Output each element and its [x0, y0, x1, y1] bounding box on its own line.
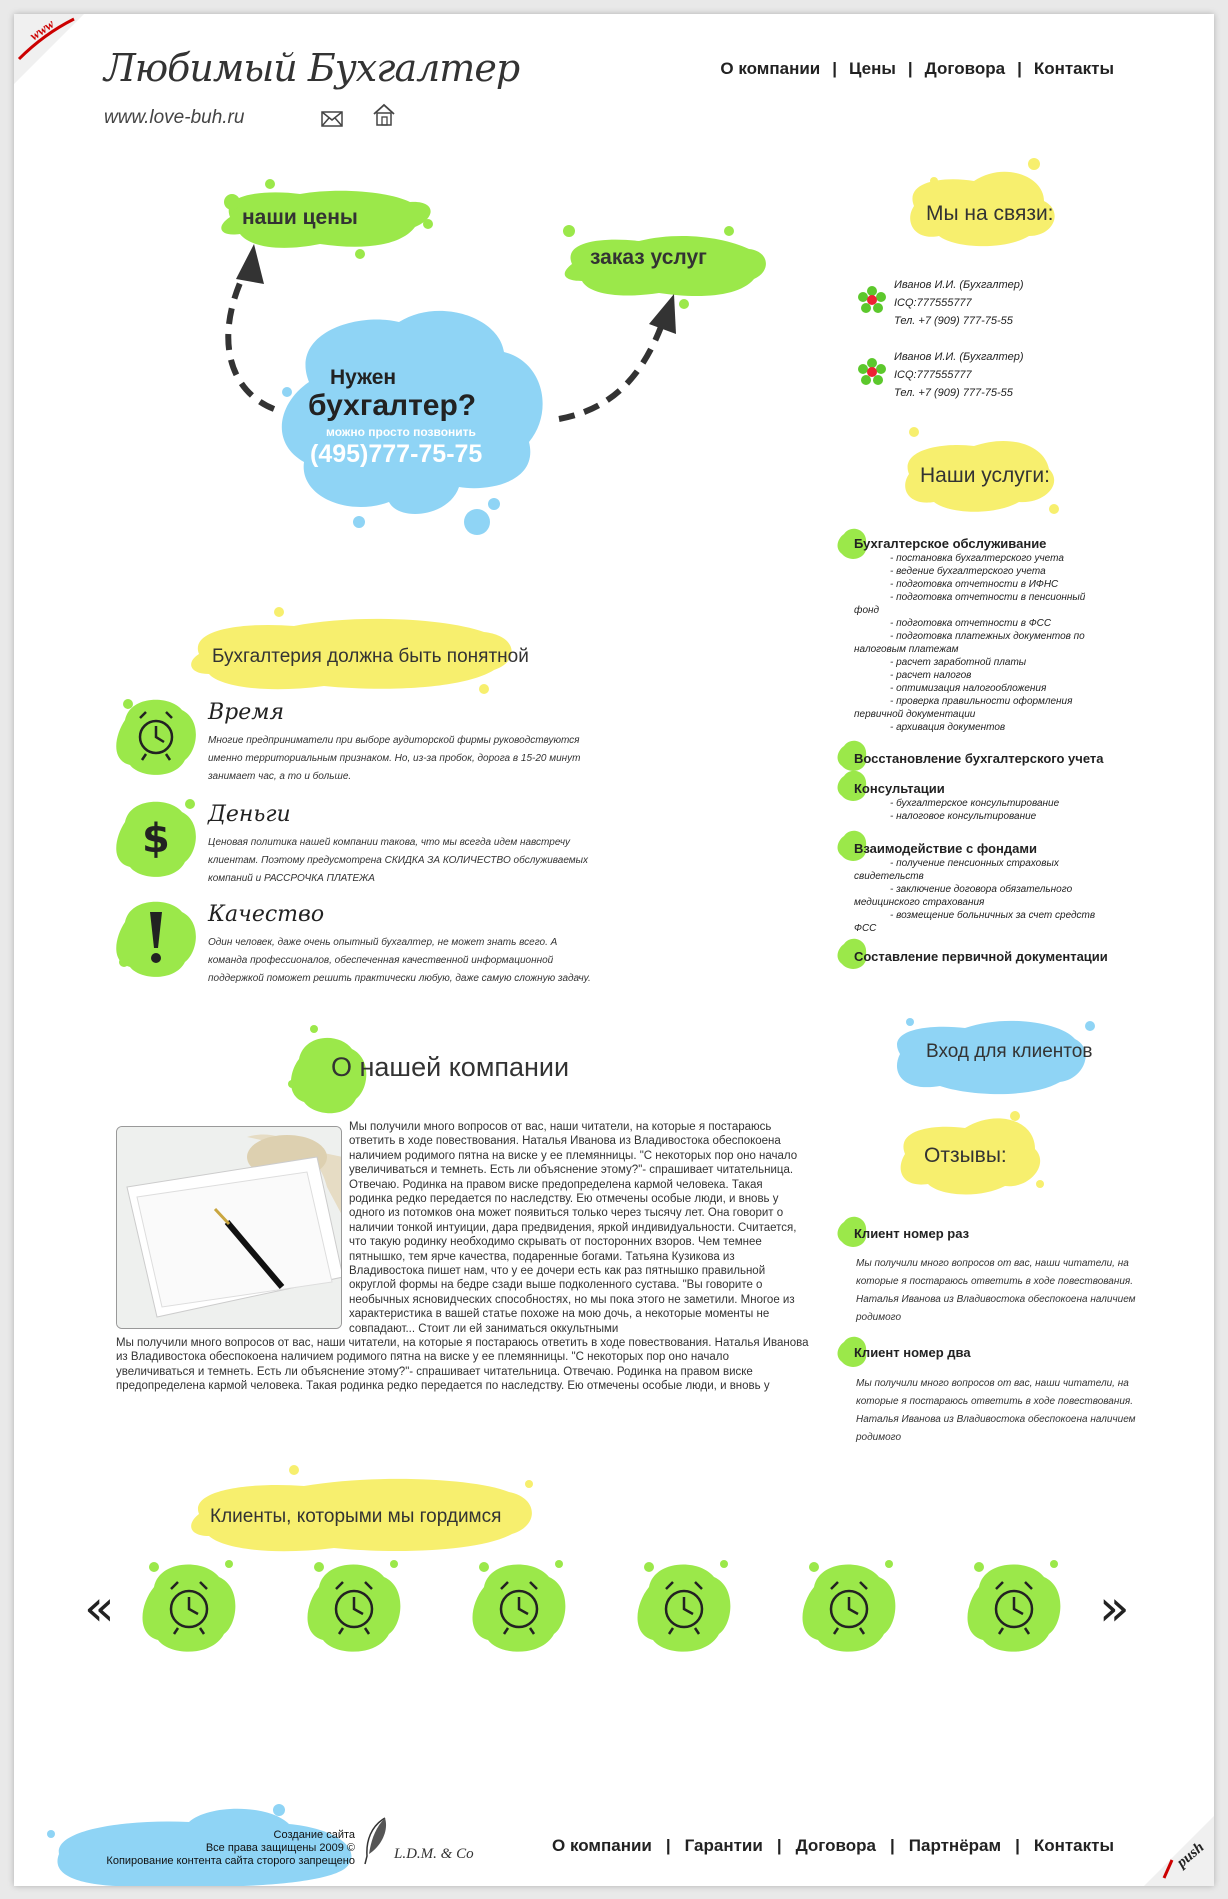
reviews-title: Отзывы: [924, 1144, 1007, 1167]
nav-separator: | [665, 1836, 671, 1855]
contact-2 [894, 348, 1024, 402]
nav-contacts[interactable]: Контакты [1033, 59, 1114, 78]
footer-brand[interactable]: L.D.M. & Co [394, 1846, 474, 1862]
service-item: - архивация документов [890, 722, 1006, 733]
service-item: - ведение бухгалтерского учета [890, 566, 1046, 577]
service-item: - получение пенсионных страховых [890, 858, 1059, 869]
footer-nav [552, 1836, 1114, 1856]
contact-icq: ICQ:777555777 [894, 369, 972, 381]
arrow-to-order [554, 294, 684, 434]
service-item: - оптимизация налогообложения [890, 683, 1047, 694]
page [14, 14, 1214, 1886]
nav-separator: | [776, 1836, 782, 1855]
footer-nav-contacts[interactable]: Контакты [1033, 1836, 1114, 1855]
about-image [116, 1126, 342, 1329]
home-icon[interactable] [372, 102, 396, 128]
service-group-3 [854, 781, 1144, 823]
service-item: - подготовка отчетности в пенсионный [890, 592, 1086, 603]
contact-icq: ICQ:777555777 [894, 297, 972, 309]
service-item: - расчет налогов [890, 670, 972, 681]
service-item: - расчет заработной платы [890, 657, 1027, 668]
nav-separator: | [1015, 1836, 1020, 1855]
service-group-1 [854, 536, 1144, 734]
service-title[interactable]: Составление первичной документации [854, 949, 1108, 964]
service-item: ФСС [854, 923, 877, 934]
corner-push [1144, 1816, 1214, 1886]
nav-separator: | [907, 59, 913, 78]
service-title[interactable]: Взаимодействие с фондами [854, 841, 1037, 856]
notebook-pen-illustration [117, 1127, 342, 1329]
feature-text: Один человек, даже очень опытный бухгалтер, не может знать всего. А команда профессионалов, обеспеченная качественной информационной поддержкой поможет решить практически любую, даже самую сложную задачу. [208, 937, 591, 984]
service-title[interactable]: Восстановление бухгалтерского учета [854, 751, 1104, 766]
feather-icon [361, 1816, 391, 1866]
contact-1 [894, 276, 1024, 330]
review-text: Мы получили много вопросов от вас, наши читатели, на которые я постараюсь ответить в ходе повествования. Наталья Иванова из Владивостока обеспокоена наличием родимого [856, 1258, 1136, 1323]
service-item: - проверка правильности оформления [890, 696, 1073, 707]
nav-prices[interactable]: Цены [849, 59, 896, 78]
contacts-title: Мы на связи: [926, 202, 1054, 225]
service-item: - заключение договора обязательного [890, 884, 1073, 895]
site-logo[interactable]: Любимый Бухгалтер [104, 46, 520, 90]
service-group-5 [854, 949, 1144, 965]
clients-next-arrow[interactable]: » [1099, 1579, 1130, 1637]
service-item: - бухгалтерское консультирование [890, 798, 1060, 809]
review-text: Мы получили много вопросов от вас, наши читатели, на которые я постараюсь ответить в ходе повествования. Наталья Иванова из Владивостока обеспокоена наличием родимого [856, 1378, 1136, 1443]
feature-text: Ценовая политика нашей компании такова, что мы всегда идем навстречу клиентам. Поэтому предусмотрена СКИДКА ЗА КОЛИЧЕСТВО обслуживаемых компаний и РАССРОЧКА ПЛАТЕЖА [208, 837, 588, 884]
corner-www [14, 14, 84, 84]
order-label[interactable]: заказ услуг [590, 246, 707, 269]
footer-nav-about[interactable]: О компании [552, 1836, 652, 1855]
clients-title: Клиенты, которыми мы гордимся [210, 1506, 502, 1527]
about-text-full: Мы получили много вопросов от вас, наши читатели, на которые я постараюсь ответить в ходе повествования. Наталья Иванова из Владивостока обеспокоена наличием родимого пятна на виске у ее племянницы. "С некоторых пор оно начало увеличиваться и темнеть. Есть ли объяснение этому?"- спрашивает читательница. Отвечаю. Родинка на правом виске предопределена кармой человека. Такая родинка редко передается по наследству. Ею отмечены особые люди, и вновь у [116, 1337, 809, 1393]
feature-title: Время [208, 700, 285, 725]
service-item: - постановка бухгалтерского учета [890, 553, 1064, 564]
feature-title: Деньги [208, 802, 291, 827]
footer-nav-partners[interactable]: Партнёрам [908, 1836, 1002, 1855]
services-title: Наши услуги: [920, 464, 1050, 487]
hero-phone[interactable]: (495)777-75-75 [310, 440, 483, 468]
feature-icon-splat [110, 690, 200, 780]
site-url[interactable]: www.love-buh.ru [104, 107, 245, 128]
footer-info [70, 1829, 355, 1868]
mail-icon[interactable] [320, 109, 344, 129]
about-title: О нашей компании [331, 1052, 570, 1082]
feature-icon-splat [110, 792, 200, 882]
feature-title: Качество [208, 902, 325, 927]
top-nav [720, 59, 1114, 79]
review-name: Клиент номер раз [854, 1226, 970, 1241]
contact-name: Иванов И.И. (Бухгалтер) [894, 351, 1024, 363]
client-logo[interactable] [629, 1552, 739, 1662]
service-title[interactable]: Бухгалтерское обслуживание [854, 536, 1047, 551]
service-item: - возмещение больничных за счет средств [890, 910, 1096, 921]
footer-line: Копирование контента сайта сторого запрещено [106, 1855, 355, 1867]
nav-separator: | [1017, 59, 1022, 78]
footer-line[interactable]: Создание сайта [273, 1829, 355, 1841]
service-item: - налоговое консультирование [890, 811, 1037, 822]
service-item: фонд [854, 605, 880, 616]
dollar-icon: $ [142, 816, 170, 862]
client-logo[interactable] [464, 1552, 574, 1662]
client-logo[interactable] [794, 1552, 904, 1662]
feature-icon-splat [110, 892, 200, 982]
service-item: медицинского страхования [854, 897, 985, 908]
prices-label[interactable]: наши цены [242, 206, 358, 229]
contact-phone: Тел. +7 (909) 777-75-55 [894, 315, 1013, 327]
client-logo[interactable] [134, 1552, 244, 1662]
service-item: - подготовка платежных документов по [890, 631, 1085, 642]
service-item: налоговым платежам [854, 644, 959, 655]
about-text-right: Мы получили много вопросов от вас, наши читатели, на которые я постараюсь ответить в ходе повествования. Наталья Иванова из Владивостока обеспокоена наличием родимого пятна на виске у ее племянницы. "С некоторых пор оно начало увеличиваться и темнеть. Есть ли объяснение этому?"- спрашивает читательница. Отвечаю. Родинка на правом виске предопределена кармой человека. Такая родинка редко передается по наследству. Ею отмечены особые люди, и вновь у одного из потомков она может появиться только через тысячу лет. Она говорит о наличии тонкой интуиции, дара предвидения, яркой индивидуальности. Считается, что такую родинку необходимо скрывать от посторонних взоров. Чем темнее пятнышко, тем ярче качества, подаренные богами. Татьяна Кузикова из Владивостока пишет нам, что у ее дочери есть как раз пятнышко правильной округлой формы на бедре сзади выше подколенного сустава. "Вы говорите о необычных ясновидческих способностях, но мы пока этого не заметили. Многое из характеристика в вашей статье похоже на мою дочь, а некоторые моменты не совпадают... Стоит ли ей заниматься оккультными [349, 1121, 798, 1335]
review-name: Клиент номер два [854, 1345, 971, 1360]
feature-text: Многие предприниматели при выборе аудиторской фирмы руководствуются именно территориальным признаком. Но, из-за пробок, дорога в 15-20 минут занимает час, а то и больше. [208, 735, 581, 782]
clients-prev-arrow[interactable]: « [84, 1579, 115, 1637]
service-title[interactable]: Консультации [854, 781, 945, 796]
features-title: Бухгалтерия должна быть понятной [212, 646, 529, 667]
footer-nav-guarantees[interactable]: Гарантии [684, 1836, 763, 1855]
service-item: свидетельств [854, 871, 924, 882]
nav-separator: | [832, 59, 838, 78]
contact-phone: Тел. +7 (909) 777-75-55 [894, 387, 1013, 399]
service-group-4 [854, 841, 1144, 935]
hero-call-text: можно просто позвонить [326, 425, 476, 439]
service-item: первичной документации [854, 709, 976, 720]
client-login-label[interactable]: Вход для клиентов [926, 1041, 1093, 1062]
hero-question-line1: Нужен [330, 366, 397, 389]
nav-separator: | [890, 1836, 895, 1855]
contact-name: Иванов И.И. (Бухгалтер) [894, 279, 1024, 291]
corner-push-label: push [1174, 1839, 1208, 1871]
client-logo[interactable] [299, 1552, 409, 1662]
icq-flower-icon [858, 286, 886, 314]
nav-contracts[interactable]: Договора [924, 59, 1006, 78]
corner-www-label: www [26, 15, 57, 44]
client-logo[interactable] [959, 1552, 1069, 1662]
nav-about[interactable]: О компании [720, 59, 821, 78]
hero-question-line2: бухгалтер? [308, 389, 477, 422]
footer-line: Все права защищены 2009 © [205, 1842, 355, 1854]
service-group-2 [854, 751, 1144, 767]
service-item: - подготовка отчетности в ФСС [890, 618, 1052, 629]
service-item: - подготовка отчетности в ИФНС [890, 579, 1059, 590]
footer-nav-contracts[interactable]: Договора [795, 1836, 876, 1855]
icq-flower-icon [858, 358, 886, 386]
